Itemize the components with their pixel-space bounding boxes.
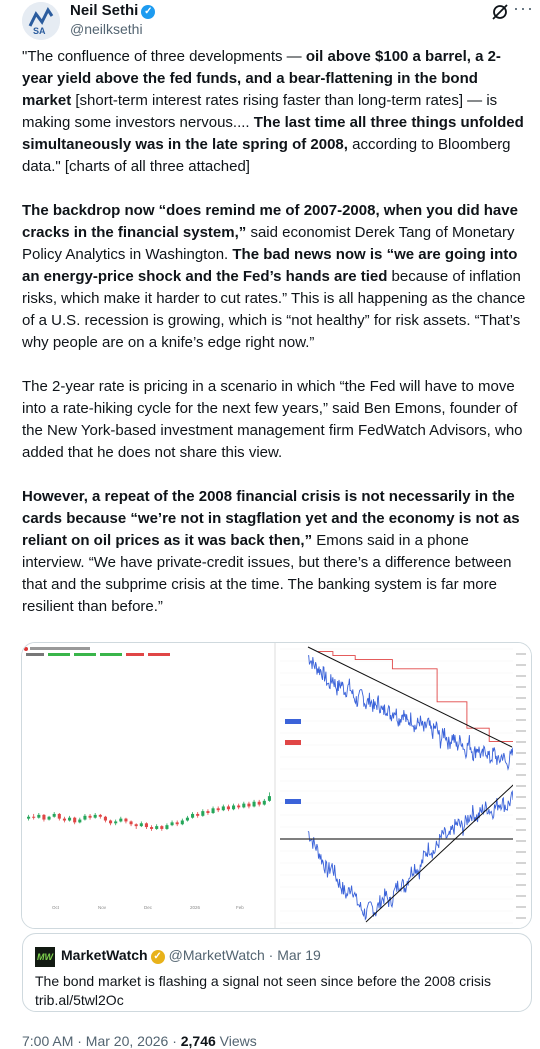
candle-body [176, 822, 179, 824]
quoted-text-block [35, 972, 515, 1010]
candle-body [160, 826, 163, 829]
candle-body [232, 806, 235, 810]
top-red-price-tag-icon [285, 740, 301, 745]
candle-body [48, 817, 51, 820]
axis-tick-mark [516, 697, 526, 699]
tweet-paragraph [22, 376, 530, 464]
candle-body [114, 821, 117, 823]
grok-icon[interactable] [490, 2, 510, 22]
axis-tick-mark [516, 818, 526, 820]
candle-body [32, 817, 35, 818]
candle-body [253, 802, 256, 807]
author-name-row[interactable] [70, 2, 155, 19]
candle-body [78, 820, 81, 823]
text-run: Emons said in a phone interview. “We have private-credit issues, but there’s a difference between that and the subprime crisis at the time. The banking system is far more resilient than before.” [22, 532, 512, 615]
tweet-paragraph [22, 486, 530, 618]
axis-tick-mark [516, 906, 526, 908]
top-price-tag-icon [285, 719, 301, 724]
candle-body [150, 827, 153, 829]
axis-tick-mark [516, 807, 526, 809]
candle-body [237, 806, 240, 808]
axis-tick-mark [516, 840, 526, 842]
candle-body [242, 804, 245, 808]
right-top-chart-panel [276, 643, 524, 785]
candle-body [171, 822, 174, 825]
views-label: Views [215, 1033, 257, 1049]
text-run: [short-term interest rates rising faster than long-term rates] — is making some investors nervous.... [22, 92, 498, 131]
candle-body [247, 804, 250, 807]
axis-tick-mark [516, 719, 526, 721]
axis-tick-mark [516, 730, 526, 732]
x-tick-label: Oct [52, 905, 60, 910]
candle-body [37, 815, 40, 818]
tweet-paragraph [22, 200, 530, 354]
candle-body [227, 806, 230, 809]
charts-svg [22, 643, 531, 928]
views-count: 2,746 [180, 1033, 216, 1049]
bold-text-run: However, a repeat of the 2008 financial crisis is not necessarily in the cards because “we’re not in stagflation yet and the economy is not as reliant on oil prices as it was back then,” [22, 488, 520, 549]
candle-body [53, 814, 56, 817]
quoted-tweet[interactable] [22, 933, 532, 1012]
verified-badge-icon: ✓ [141, 5, 155, 19]
candle-body [89, 816, 92, 818]
right-axis [513, 643, 531, 928]
chart-images[interactable] [21, 642, 532, 929]
candle-body [196, 814, 199, 816]
axis-tick-mark [516, 752, 526, 754]
candle-body [181, 821, 184, 825]
candle-body [268, 796, 271, 801]
candle-body [217, 808, 220, 810]
axis-tick-mark [516, 862, 526, 864]
axis-tick-mark [516, 917, 526, 919]
candle-body [73, 818, 76, 823]
candle-body [99, 815, 102, 817]
tweet-header [0, 0, 540, 48]
x-tick-label: Nov [98, 905, 107, 910]
candle-body [109, 821, 112, 824]
axis-tick-mark [516, 708, 526, 710]
text-run: according to Bloomberg data." [charts of all three attached] [22, 136, 511, 175]
candle-body [94, 815, 97, 818]
axis-tick-mark [516, 873, 526, 875]
candle-body [191, 814, 194, 818]
axis-tick-mark [516, 763, 526, 765]
candle-body [119, 819, 122, 822]
text-run: because of inflation risks, which make it harder to cut rates.” This is all happening as the chance of a U.S. recession is growing, which is “not healthy” for risk assets. “That’s why people are on a knife’s edge right now.” [22, 268, 526, 351]
candle-body [201, 811, 204, 816]
candle-body [145, 823, 148, 827]
candle-body [42, 815, 45, 820]
avatar-logo-icon [22, 2, 60, 40]
svg-text:SA: SA [33, 26, 46, 36]
x-tick-label: 2026 [190, 905, 201, 910]
candle-body [165, 825, 168, 829]
avatar[interactable] [22, 2, 60, 40]
axis-tick-mark [516, 675, 526, 677]
text-run: "The confluence of three developments — [22, 48, 306, 65]
axis-tick-mark [516, 686, 526, 688]
gold-verified-badge-icon: ✓ [151, 950, 165, 964]
axis-tick-mark [516, 829, 526, 831]
quoted-handle-date: @MarketWatch · Mar 19 [168, 947, 321, 963]
candle-body [130, 821, 133, 824]
text-run: said economist Derek Tang of Monetary Policy Analytics in Washington. [22, 224, 515, 263]
candle-body [124, 819, 127, 822]
candle-body [63, 819, 66, 821]
tweet-paragraph [22, 46, 530, 178]
author-name[interactable]: Neil Sethi [70, 2, 139, 19]
left-chart-panel [22, 643, 275, 928]
candle-body [58, 814, 61, 819]
candle-body [263, 801, 266, 805]
text-run: The 2-year rate is pricing in a scenario in which “the Fed will have to move into a rate-hiking cycle for the next few years,” said Ben Emons, founder of the New York-based investment management firm FedWatch Advisors, who added that he does not share this view. [22, 378, 523, 461]
candle-body [27, 817, 30, 819]
candle-body [186, 818, 189, 821]
axis-tick-mark [516, 653, 526, 655]
bottom-price-tag-icon [285, 799, 301, 804]
candle-body [68, 818, 71, 821]
candle-body [135, 824, 138, 826]
candle-body [222, 806, 225, 810]
tweet-footer [22, 1033, 257, 1049]
candle-body [104, 817, 107, 821]
quoted-author-name: MarketWatch [61, 947, 148, 963]
more-options-icon[interactable]: ··· [513, 0, 534, 18]
bold-text-run: The last time all three things unfolded simultaneously was in the late spring of 2008, [22, 114, 524, 153]
axis-tick-mark [516, 884, 526, 886]
axis-tick-mark [516, 664, 526, 666]
tweet-text [22, 46, 530, 640]
axis-tick-mark [516, 774, 526, 776]
candle-body [140, 823, 143, 826]
author-handle[interactable]: @neilksethi [70, 21, 143, 37]
candle-body [83, 816, 86, 820]
bold-text-run: The bad news now is “we are going into an energy-price shock and the Fed’s hands are tied [22, 246, 518, 285]
quoted-author-row [61, 947, 321, 964]
candle-body [258, 802, 261, 805]
quoted-text: The bond market is flashing a signal not seen since before the 2008 crisis [35, 973, 492, 989]
candle-body [155, 826, 158, 829]
x-tick-label: Dec [144, 905, 153, 910]
bold-text-run: oil above $100 a barrel, a 2-year yield above the fed funds, and a bear-flattening in the bond market [22, 48, 501, 109]
candle-body [206, 811, 209, 813]
x-tick-label: Feb [236, 905, 244, 910]
axis-tick-mark [516, 796, 526, 798]
bold-text-run: The backdrop now “does remind me of 2007-2008, when you did have cracks in the financial system,” [22, 202, 518, 241]
axis-tick-mark [516, 851, 526, 853]
marketwatch-logo-icon: MW [35, 947, 55, 967]
timestamp[interactable]: 7:00 AM · Mar 20, 2026 · [22, 1033, 181, 1049]
quoted-link[interactable]: trib.al/5twl2Oc [35, 992, 124, 1008]
axis-tick-mark [516, 785, 526, 787]
axis-tick-mark [516, 895, 526, 897]
candle-body [212, 808, 215, 813]
axis-tick-mark [516, 741, 526, 743]
